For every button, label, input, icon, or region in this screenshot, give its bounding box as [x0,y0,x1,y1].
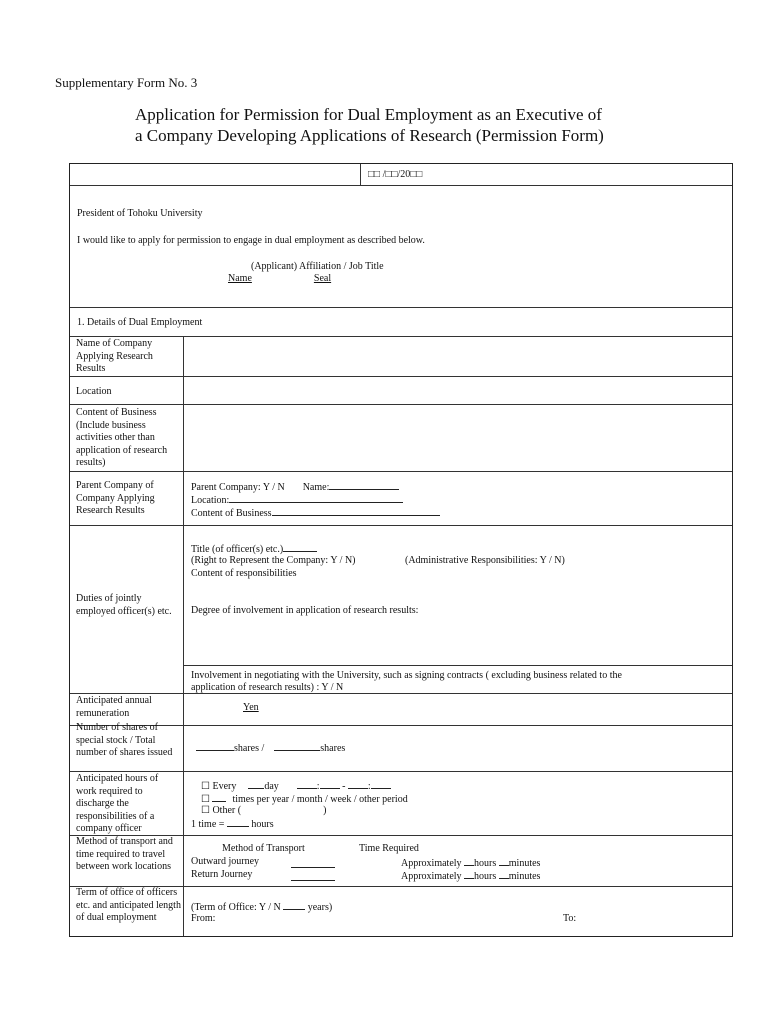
shares-field[interactable]: shares / shares [196,741,345,756]
hours-every[interactable]: ☐ Every day : - : [201,779,391,794]
outward-min-blank[interactable] [499,856,509,866]
outward-hours-blank[interactable] [464,856,474,866]
title-line-1: Application for Permission for Dual Employment as an Executive of [135,105,602,124]
company-name-label: Name of Company Applying Research Results [76,338,153,375]
divider [70,525,732,526]
term-to[interactable]: To: [563,913,577,924]
divider [70,404,732,405]
one-time-blank[interactable] [227,817,249,827]
times-blank[interactable] [212,792,226,802]
transport-method-header: Method of Transport [222,843,305,854]
parent-content[interactable]: Content of Business [191,506,440,521]
parent-name-blank[interactable] [329,480,399,490]
name-label: Name [228,273,252,284]
form-title [135,104,604,146]
duties-represent[interactable]: (Right to Represent the Company: Y / N) [191,555,356,566]
divider [70,471,732,472]
return-journey-label: Return Journey [191,869,253,880]
duties-label: Duties of jointly employed officer(s) etc. [76,593,172,617]
outward-journey-label: Outward journey [191,856,260,867]
term-of-office[interactable]: (Term of Office: Y / N years) [191,902,333,913]
start-hour-blank[interactable] [297,779,317,789]
parent-company-label: Parent Company of Company Applying Research Results [76,480,155,517]
form-number: Supplementary Form No. 3 [55,75,198,90]
shares-label: Number of shares of special stock / Total number of shares issued [76,722,173,759]
section-1-title: 1. Details of Dual Employment [77,317,203,328]
return-hours-blank[interactable] [464,869,474,879]
hours-one-time[interactable]: 1 time = hours [191,819,274,830]
end-min-blank[interactable] [371,779,391,789]
request-statement: I would like to apply for permission to engage in dual employment as described below. [77,235,425,246]
duties-admin[interactable]: (Administrative Responsibilities: Y / N) [405,555,565,566]
addressee: President of Tohoku University [77,208,203,219]
parent-location[interactable]: Location: [191,493,403,508]
divider [70,336,732,337]
divider [70,693,732,694]
term-years-blank[interactable] [283,900,305,910]
title-line-2: a Company Developing Applications of Research (Permission Form) [135,126,604,145]
divider [70,307,732,308]
transport-label: Method of transport and time required to travel between work locations [76,836,173,873]
term-from[interactable]: From: [191,913,216,924]
divider [70,376,732,377]
start-min-blank[interactable] [320,779,340,789]
outward-time[interactable]: Approximately hours minutes [401,858,541,869]
total-shares-blank[interactable] [274,741,320,751]
application-form-table [69,163,733,937]
divider [70,185,732,186]
duties-content-resp: Content of responsibilities [191,568,297,579]
divider [183,665,732,666]
remuneration-field[interactable]: Yen [243,702,259,713]
hours-times[interactable]: ☐ times per year / month / week / other period [201,794,408,805]
transport-time-header: Time Required [359,843,419,854]
duties-degree: Degree of involvement in application of research results: [191,605,419,616]
term-label: Term of office of officers etc. and anticipated length of dual employment [76,887,181,924]
duties-title[interactable]: Title (of officer(s) etc.) [191,542,317,557]
applicant-affiliation-label: (Applicant) Affiliation / Job Title [251,261,384,272]
divider [70,771,732,772]
remuneration-label: Anticipated annual remuneration [76,695,152,719]
return-time[interactable]: Approximately hours minutes [401,871,541,882]
date-field[interactable]: □□ /□□/20□□ [368,169,423,180]
hours-label: Anticipated hours of work required to discharge the responsibilities of a company officer [76,773,159,835]
return-method-blank[interactable] [291,871,335,881]
parent-content-blank[interactable] [272,506,440,516]
hours-other[interactable]: ☐ Other ( ) [201,805,327,816]
column-divider [183,336,184,936]
applicant-name-seal[interactable] [228,273,331,286]
every-blank[interactable] [248,779,264,789]
special-shares-blank[interactable] [196,741,234,751]
return-min-blank[interactable] [499,869,509,879]
negotiation-line-1: Involvement in negotiating with the University, such as signing contracts ( excluding business related to the [191,670,622,681]
divider [360,164,361,185]
parent-location-blank[interactable] [229,493,403,503]
seal-label: Seal [313,273,332,284]
end-hour-blank[interactable] [348,779,368,789]
outward-method-blank[interactable] [291,858,335,868]
parent-company-yn[interactable]: Parent Company: Y / N Name: [191,480,399,495]
negotiation-line-2[interactable]: application of research results) : Y / N [191,682,344,693]
location-label: Location [76,386,112,397]
content-of-business-label: Content of Business (Include business activities other than application of research results) [76,407,168,469]
title-blank[interactable] [283,542,317,552]
